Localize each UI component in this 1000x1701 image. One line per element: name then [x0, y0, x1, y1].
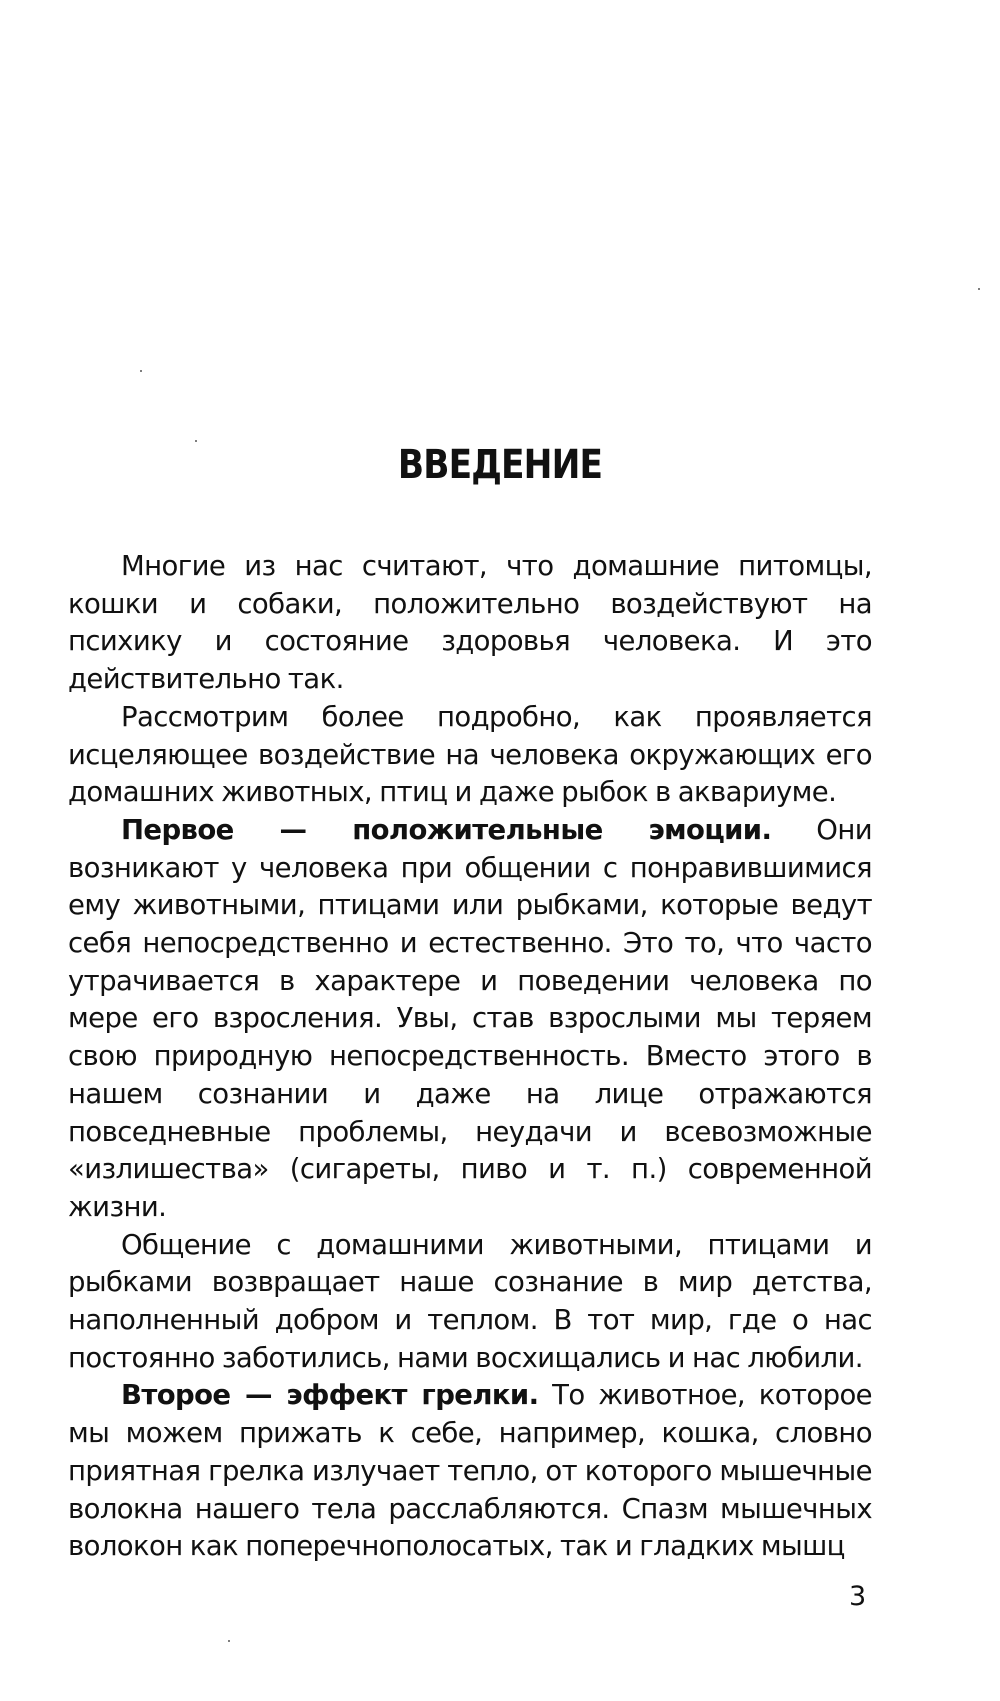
chapter-title: ВВЕДЕНИЕ — [397, 442, 603, 488]
paragraph-lead: Второе — эффект грелки. — [121, 1379, 539, 1412]
print-speck — [978, 288, 980, 290]
paragraph-text: Они возникают у человека при общении с понравившимися ему животными, птицами или рыбками, которые ведут себя непосредственно и естественно. Это то, что часто утрачивается в характере и поведении человека по мере его взросления. Увы, став взрослыми мы теряем свою природную непосредственность. Вместо этого в нашем сознании и даже на лице отражаются повседневные проблемы, неудачи и всевозможные «излишества» (сигареты, пиво и т. п.) современной жизни. — [68, 813, 872, 1223]
paragraph-text: Многие из нас считают, что домашние питомцы, кошки и собаки, положительно воздействуют на психику и состояние здоровья человека. И это действительно так. — [68, 550, 872, 696]
paragraph-lead: Первое — положительные эмоции. — [121, 813, 772, 846]
paragraph-text: То животное, которое мы можем прижать к себе, например, кошка, словно приятная грелка излучает тепло, от которого мышечные волокна нашего тела расслабляются. Спазм мышечных волокон как поперечнополосатых, так и гладких мышц — [68, 1379, 872, 1563]
paragraph — [68, 812, 872, 1227]
paragraph — [68, 1227, 872, 1378]
print-speck — [228, 1640, 230, 1642]
paragraph — [68, 699, 872, 812]
paragraph-text: Общение с домашними животными, птицами и рыбками возвращает наше сознание в мир детства, наполненный добром и теплом. В тот мир, где о нас постоянно заботились, нами восхищались и нас любили. — [68, 1228, 872, 1374]
paragraph-text: Рассмотрим более подробно, как проявляется исцеляющее воздействие на человека окружающих его домашних животных, птиц и даже рыбок в аквариуме. — [68, 700, 872, 809]
paragraph — [68, 1377, 872, 1566]
body-text — [68, 548, 872, 1566]
page-number: 3 — [849, 1581, 867, 1612]
print-speck — [140, 370, 142, 372]
paragraph — [68, 548, 872, 699]
